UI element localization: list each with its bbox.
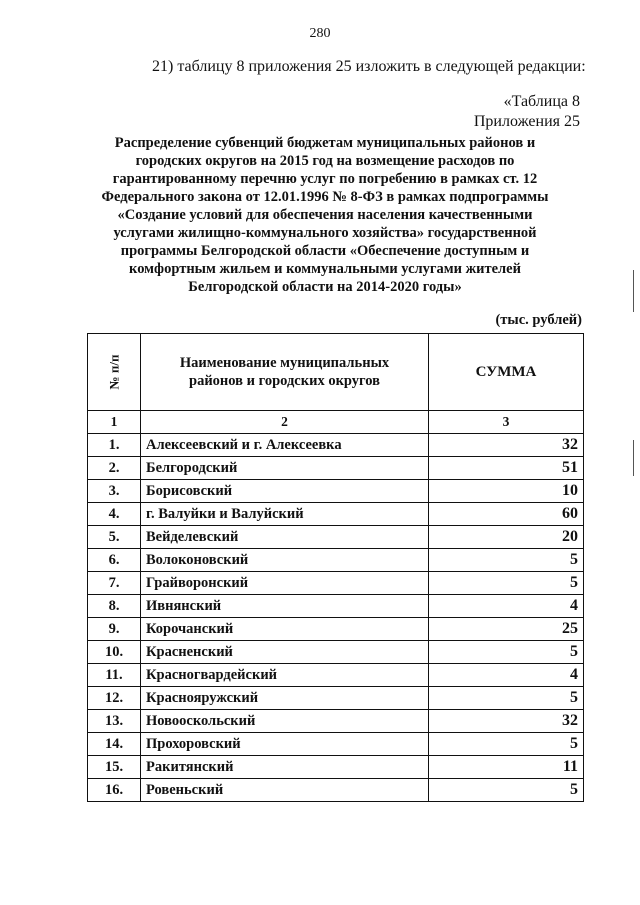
table-row [88, 503, 584, 526]
row-num: 12. [88, 687, 141, 710]
scan-edge-mark [633, 440, 634, 476]
row-num: 7. [88, 572, 141, 595]
row-sum: 4 [429, 664, 584, 687]
intro-text: 21) таблицу 8 приложения 25 изложить в следующей редакции: [152, 58, 586, 75]
row-name: Красногвардейский [141, 664, 429, 687]
row-num: 10. [88, 641, 141, 664]
table-row [88, 641, 584, 664]
scan-edge-mark [633, 270, 634, 312]
row-num: 16. [88, 779, 141, 802]
index-cell: 1 [88, 411, 141, 434]
row-sum: 5 [429, 733, 584, 756]
header-num [88, 334, 141, 411]
subvention-table [87, 333, 584, 802]
row-num: 5. [88, 526, 141, 549]
table-row [88, 595, 584, 618]
row-name: Ракитянский [141, 756, 429, 779]
title-line: Распределение субвенций бюджетам муниципальных районов и [114, 135, 536, 151]
row-sum: 32 [429, 434, 584, 457]
table-row [88, 687, 584, 710]
title-line: программы Белгородской области «Обеспечение доступным и [120, 243, 530, 259]
row-sum: 4 [429, 595, 584, 618]
row-name: Ровеньский [141, 779, 429, 802]
table-row [88, 733, 584, 756]
title-line: «Создание условий для обеспечения населения качественными [117, 207, 533, 223]
header-name-line: районов и городских округов [189, 373, 380, 389]
title-line: Белгородской области на 2014-2020 годы» [188, 279, 462, 295]
row-name: Алексеевский и г. Алексеевка [141, 434, 429, 457]
row-sum: 5 [429, 641, 584, 664]
row-name: Корочанский [141, 618, 429, 641]
row-sum: 5 [429, 687, 584, 710]
row-num: 3. [88, 480, 141, 503]
table-row [88, 618, 584, 641]
row-sum: 5 [429, 572, 584, 595]
document-title [90, 134, 560, 296]
row-num: 9. [88, 618, 141, 641]
units-label: (тыс. рублей) [495, 312, 582, 328]
table-row [88, 434, 584, 457]
table-row [88, 756, 584, 779]
row-name: Ивнянский [141, 595, 429, 618]
row-num: 6. [88, 549, 141, 572]
header-name [141, 334, 429, 411]
row-sum: 60 [429, 503, 584, 526]
table-row [88, 572, 584, 595]
row-num: 8. [88, 595, 141, 618]
index-cell: 3 [429, 411, 584, 434]
row-num: 14. [88, 733, 141, 756]
table-row [88, 779, 584, 802]
row-name: Грайворонский [141, 572, 429, 595]
title-line: услугами жилищно-коммунального хозяйства» государственной [113, 225, 537, 241]
title-line: городских округов на 2015 год на возмещение расходов по [135, 153, 515, 169]
index-cell: 2 [141, 411, 429, 434]
row-name: г. Валуйки и Валуйский [141, 503, 429, 526]
table-row [88, 526, 584, 549]
row-sum: 25 [429, 618, 584, 641]
table-caption [474, 92, 580, 132]
row-sum: 32 [429, 710, 584, 733]
row-sum: 5 [429, 779, 584, 802]
row-num: 1. [88, 434, 141, 457]
row-name: Прохоровский [141, 733, 429, 756]
row-num: 15. [88, 756, 141, 779]
row-sum: 5 [429, 549, 584, 572]
table-row [88, 664, 584, 687]
row-name: Волоконовский [141, 549, 429, 572]
header-num-label: № п/п [106, 354, 121, 389]
row-name: Краснояружский [141, 687, 429, 710]
table-row [88, 457, 584, 480]
title-line: Федерального закона от 12.01.1996 № 8-ФЗ в рамках подпрограммы [101, 189, 549, 205]
row-num: 4. [88, 503, 141, 526]
title-line: гарантированному перечню услуг по погребению в рамках ст. 12 [112, 171, 538, 187]
table-header-row [88, 334, 584, 411]
row-sum: 20 [429, 526, 584, 549]
row-num: 2. [88, 457, 141, 480]
table-row [88, 710, 584, 733]
caption-table-label: «Таблица 8 [503, 93, 580, 110]
title-line: комфортным жильем и коммунальными услугами жителей [129, 261, 521, 277]
header-name-line: Наименование муниципальных [179, 355, 390, 371]
row-name: Вейделевский [141, 526, 429, 549]
table-index-row [88, 411, 584, 434]
page-number: 280 [309, 26, 331, 41]
row-name: Белгородский [141, 457, 429, 480]
row-sum: 10 [429, 480, 584, 503]
row-num: 11. [88, 664, 141, 687]
row-num: 13. [88, 710, 141, 733]
caption-appendix-label: Приложения 25 [473, 113, 580, 130]
header-sum: СУММА [429, 334, 584, 411]
row-name: Красненский [141, 641, 429, 664]
table-row [88, 480, 584, 503]
row-sum: 11 [429, 756, 584, 779]
row-sum: 51 [429, 457, 584, 480]
row-name: Новооскольский [141, 710, 429, 733]
table-row [88, 549, 584, 572]
row-name: Борисовский [141, 480, 429, 503]
